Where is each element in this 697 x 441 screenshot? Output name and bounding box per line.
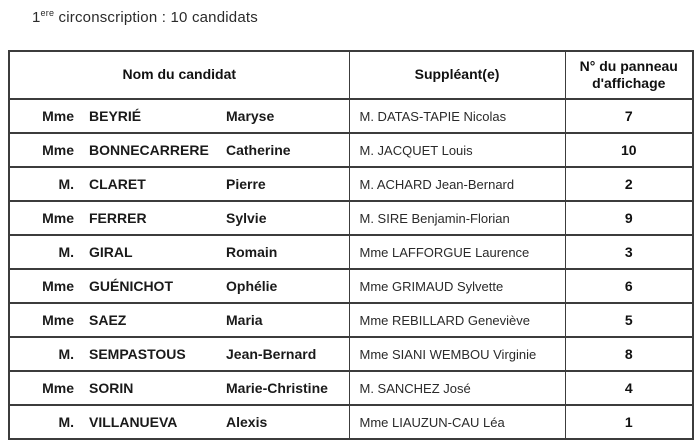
panel-number-cell: 3 (565, 235, 693, 269)
substitute-cell: M. DATAS-TAPIE Nicolas (349, 99, 565, 133)
table-row (9, 405, 693, 439)
candidate-last-name: VILLANUEVA (89, 414, 178, 430)
panel-number-cell: 4 (565, 371, 693, 405)
panel-number-cell: 7 (565, 99, 693, 133)
candidate-cell (9, 269, 349, 303)
candidate-civility: M. (58, 176, 74, 192)
substitute-cell: M. ACHARD Jean-Bernard (349, 167, 565, 201)
candidate-cell (9, 303, 349, 337)
candidate-first-name: Maria (226, 312, 263, 328)
candidate-first-name: Pierre (226, 176, 266, 192)
candidate-name-group (10, 142, 349, 158)
candidate-name-group (10, 414, 349, 430)
title-text: circonscription : 10 candidats (54, 9, 258, 26)
candidate-first-name: Maryse (226, 108, 275, 124)
table-row (9, 371, 693, 405)
candidate-civility: Mme (42, 142, 74, 158)
header-panel-number: N° du panneau d'affichage (565, 51, 693, 99)
candidate-last-name: BEYRIÉ (89, 108, 142, 124)
panel-number-cell: 6 (565, 269, 693, 303)
candidate-last-name: CLARET (89, 176, 146, 192)
candidate-first-name: Alexis (226, 414, 268, 430)
candidate-cell (9, 371, 349, 405)
candidate-first-name: Jean-Bernard (226, 346, 317, 362)
candidate-last-name: SEMPASTOUS (89, 346, 186, 362)
candidate-civility: Mme (42, 278, 74, 294)
candidate-cell (9, 99, 349, 133)
candidate-name-group (10, 108, 349, 124)
panel-number-cell: 5 (565, 303, 693, 337)
candidate-name-group (10, 244, 349, 260)
candidate-civility: Mme (42, 210, 74, 226)
candidate-first-name: Sylvie (226, 210, 267, 226)
candidate-first-name: Ophélie (226, 278, 278, 294)
title-ordinal-suffix: ere (40, 8, 55, 18)
candidate-civility: Mme (42, 108, 74, 124)
candidate-cell (9, 133, 349, 167)
candidate-civility: Mme (42, 312, 74, 328)
table-row (9, 337, 693, 371)
panel-number-cell: 1 (565, 405, 693, 439)
header-row (9, 51, 693, 99)
substitute-cell: Mme SIANI WEMBOU Virginie (349, 337, 565, 371)
substitute-cell: Mme LAFFORGUE Laurence (349, 235, 565, 269)
candidate-last-name: SORIN (89, 380, 134, 396)
candidate-civility: M. (58, 346, 74, 362)
substitute-cell: Mme GRIMAUD Sylvette (349, 269, 565, 303)
table-row (9, 167, 693, 201)
substitute-cell: Mme REBILLARD Geneviève (349, 303, 565, 337)
title-number: 1 (32, 9, 41, 26)
candidate-first-name: Catherine (226, 142, 291, 158)
candidate-name-group (10, 312, 349, 328)
candidate-name-group (10, 210, 349, 226)
table-row (9, 133, 693, 167)
table-row (9, 99, 693, 133)
table-row (9, 269, 693, 303)
candidate-cell (9, 235, 349, 269)
header-substitute: Suppléant(e) (349, 51, 565, 99)
candidate-name-group (10, 380, 349, 396)
candidates-table-body (9, 99, 693, 439)
candidate-civility: M. (58, 414, 74, 430)
candidate-name-group (10, 176, 349, 192)
candidate-cell (9, 201, 349, 235)
table-row (9, 235, 693, 269)
candidate-last-name: GUÉNICHOT (89, 278, 173, 294)
candidate-first-name: Romain (226, 244, 278, 260)
candidate-name-group (10, 278, 349, 294)
panel-number-cell: 2 (565, 167, 693, 201)
substitute-cell: M. SANCHEZ José (349, 371, 565, 405)
panel-number-cell: 8 (565, 337, 693, 371)
candidate-civility: M. (58, 244, 74, 260)
candidate-cell (9, 337, 349, 371)
page-title (32, 9, 258, 26)
candidate-name-group (10, 346, 349, 362)
candidate-last-name: FERRER (89, 210, 147, 226)
candidate-last-name: GIRAL (89, 244, 133, 260)
table-header (9, 51, 693, 99)
candidate-cell (9, 405, 349, 439)
substitute-cell: Mme LIAUZUN-CAU Léa (349, 405, 565, 439)
header-candidate-name: Nom du candidat (9, 51, 349, 99)
substitute-cell: M. JACQUET Louis (349, 133, 565, 167)
table-row (9, 303, 693, 337)
panel-number-cell: 9 (565, 201, 693, 235)
table-row (9, 201, 693, 235)
candidate-cell (9, 167, 349, 201)
panel-number-cell: 10 (565, 133, 693, 167)
candidate-first-name: Marie-Christine (226, 380, 328, 396)
substitute-cell: M. SIRE Benjamin-Florian (349, 201, 565, 235)
candidates-table (8, 50, 694, 440)
candidate-last-name: SAEZ (89, 312, 127, 328)
candidate-last-name: BONNECARRERE (89, 142, 209, 158)
candidate-civility: Mme (42, 380, 74, 396)
